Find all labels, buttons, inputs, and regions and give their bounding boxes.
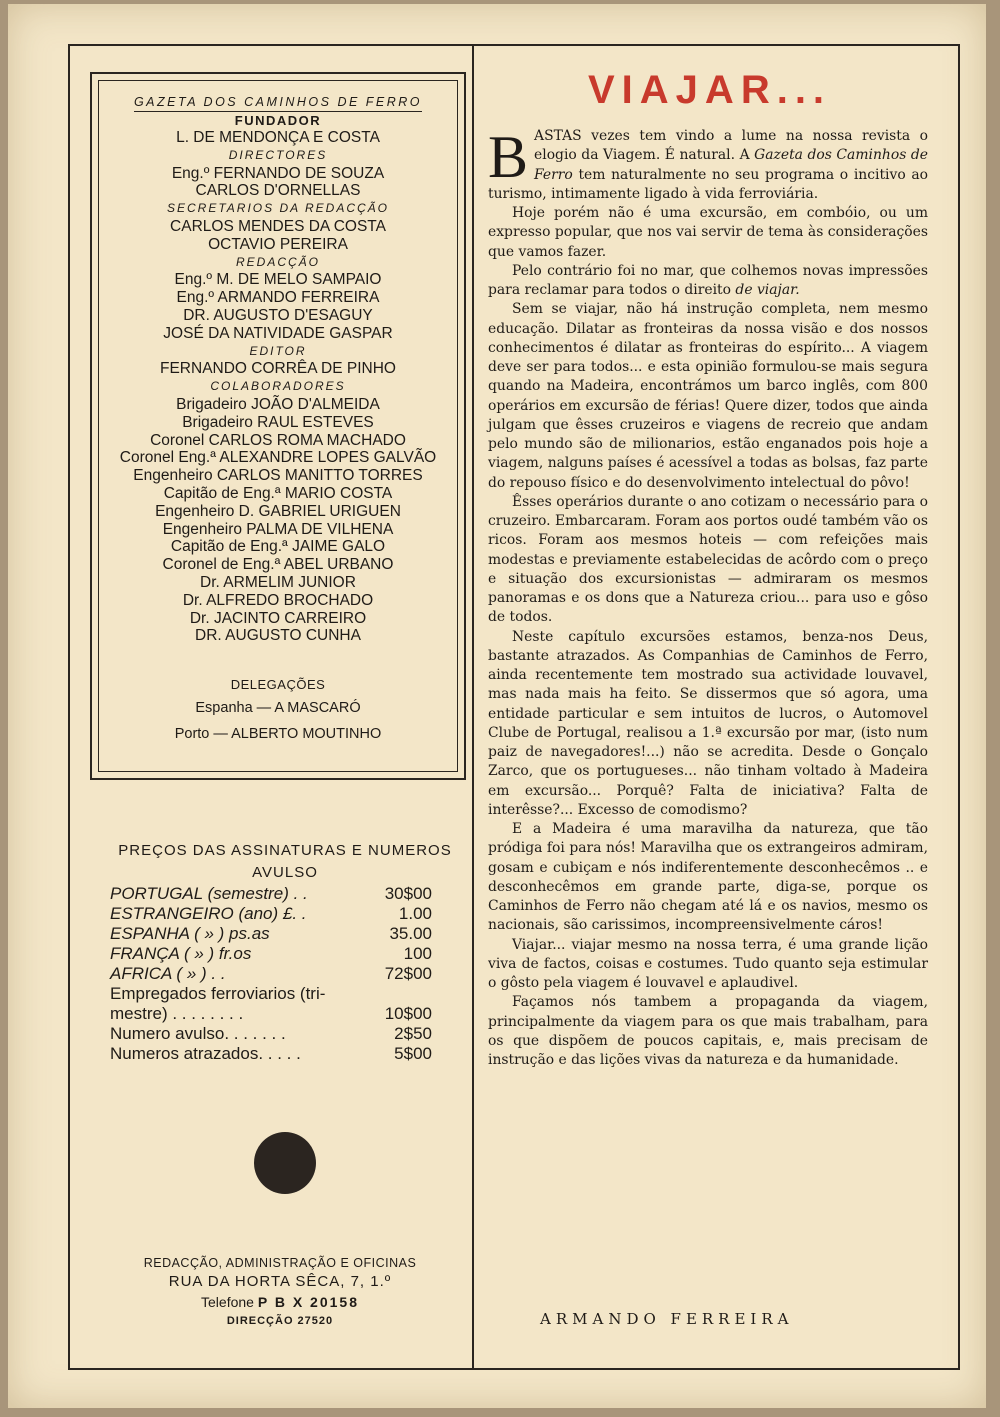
collaborator: Brigadeiro RAUL ESTEVES xyxy=(182,413,374,431)
price-row xyxy=(110,924,460,944)
price-value: 100 xyxy=(403,944,432,963)
paragraph-text: tem naturalmente no seu programa o incitivo ao turismo, intimamente ligado à vida ferroviária. xyxy=(488,166,928,202)
price-row xyxy=(110,964,460,984)
price-name: mestre) . . . . . . . . xyxy=(110,1004,244,1023)
founder: L. DE MENDONÇA E COSTA xyxy=(176,129,380,146)
price-name: ESPANHA ( » ) ps.as xyxy=(110,924,270,943)
collaborator: Engenheiro CARLOS MANITTO TORRES xyxy=(133,467,423,485)
masthead-inner xyxy=(98,80,458,772)
collaborator: Coronel Eng.ª ALEXANDRE LOPES GALVÃO xyxy=(119,449,437,467)
delegation: Espanha — A MASCARÓ xyxy=(195,700,361,717)
article-paragraph: Êsses operários durante o ano cotizam o necessário para o cruzeiro. Embarcaram. Foram aos portos oudé também vão os ricos. Foram aos mesmos hoteis — com refeições mais modestas e previamente estabelecidas de acôrdo com o preço e situação dos excursionistas — admiraram os mesmos panoramas e os dons que a Natureza criou... para uso e gôso de todos. xyxy=(488,493,928,626)
article-body xyxy=(488,124,928,1070)
collaborator: Dr. JACINTO CARREIRO xyxy=(189,609,367,627)
price-value: 5$00 xyxy=(394,1044,432,1063)
price-row xyxy=(110,884,460,904)
price-name: Numeros atrazados. . . . . xyxy=(110,1044,301,1063)
drop-cap: B xyxy=(488,124,529,190)
director: Eng.º FERNANDO DE SOUZA xyxy=(171,164,385,182)
collaborator: Coronel de Eng.ª ABEL URBANO xyxy=(162,556,394,574)
masthead-box xyxy=(90,72,466,780)
price-name: Numero avulso. . . . . . . xyxy=(110,1024,286,1043)
price-value: 2$50 xyxy=(394,1024,432,1043)
subscription-prices xyxy=(110,840,460,1064)
price-row xyxy=(110,1024,460,1044)
price-name: PORTUGAL (semestre) . . xyxy=(110,884,308,903)
price-name: AFRICA ( » ) . . xyxy=(110,964,226,983)
collaborator: Dr. ARMELIM JUNIOR xyxy=(200,573,356,591)
phone-number: P B X 20158 xyxy=(257,1294,359,1310)
editorial-label: REDACÇÃO xyxy=(235,254,320,269)
price-name: Empregados ferroviarios (tri- xyxy=(110,984,326,1003)
publication-name: GAZETA DOS CAMINHOS DE FERRO xyxy=(134,93,422,112)
collaborators-label: COLABORADORES xyxy=(210,379,346,394)
phone-label: Telefone xyxy=(201,1294,254,1310)
delegation: Porto — ALBERTO MOUTINHO xyxy=(174,726,382,743)
price-row xyxy=(110,984,460,1004)
emphasis-text: de viajar. xyxy=(735,282,800,298)
secretary: OCTAVIO PEREIRA xyxy=(208,235,348,253)
price-value: 10$00 xyxy=(384,1004,432,1023)
collaborator: Capitão de Eng.ª JAIME GALO xyxy=(170,538,386,556)
editorial-member: JOSÉ DA NATIVIDADE GASPAR xyxy=(163,324,393,342)
price-value: 1.00 xyxy=(398,904,432,923)
founder-label: FUNDADOR xyxy=(234,113,322,128)
publisher-footer xyxy=(110,1254,450,1330)
price-value xyxy=(372,984,432,1004)
street-address: RUA DA HORTA SÊCA, 7, 1.º xyxy=(168,1273,392,1290)
page xyxy=(8,4,986,1408)
price-row xyxy=(110,904,460,924)
article-paragraph: Neste capítulo excursões estamos, benza-nos Deus, bastante atrazados. As Companhias de Caminhos de Ferro, ainda recentemente tem mostrado sua actividade louvavel, mas nada mais ha feito. Se dissermos que só agora, uma entidade particular e sem intuitos de lucros, o Automovel Clube de Portugal, realisou a 1.ª excursão por mar, (isto num paiz de navegadores!...) não se acredita. Desde o Gonçalo Zarco, que os portugueses... não tinham voltado à Madeira em excursão... Porquê? Falta de iniciativa? Falta de interêsse?... Excesso de comodismo? xyxy=(488,628,928,818)
secretary: CARLOS MENDES DA COSTA xyxy=(170,217,386,235)
price-row xyxy=(110,944,460,964)
article-paragraph xyxy=(488,124,928,204)
price-value: 30$00 xyxy=(384,884,432,903)
editorial-member: Eng.º ARMANDO FERREIRA xyxy=(176,289,380,307)
prices-heading-2: AVULSO xyxy=(252,864,318,881)
author-signature: ARMANDO FERREIRA xyxy=(540,1310,794,1328)
price-row xyxy=(110,1044,460,1064)
price-value: 72$00 xyxy=(384,964,432,983)
directors-label: DIRECTORES xyxy=(228,147,328,162)
column-divider xyxy=(472,44,474,1368)
editorial-member: DR. AUGUSTO D'ESAGUY xyxy=(183,306,373,324)
article-title: VIAJAR... xyxy=(588,68,832,112)
collaborator: Coronel CARLOS ROMA MACHADO xyxy=(150,431,406,449)
article-paragraph: Hoje porém não é uma excursão, em combóio, ou um expresso popular, que nos vai servir de tema às considerações que vamos fazer. xyxy=(488,205,928,260)
secretaries-label: SECRETARIOS DA REDACÇÃO xyxy=(166,201,390,216)
prices-heading: PREÇOS DAS ASSINATURAS E NUMEROS xyxy=(118,842,452,859)
editor-label: EDITOR xyxy=(249,343,307,358)
round-stamp-mark xyxy=(254,1132,316,1194)
publication-reference: Gazeta dos Caminhos de Ferro xyxy=(534,147,928,183)
collaborator: Engenheiro PALMA DE VILHENA xyxy=(162,520,394,538)
collaborator: DR. AUGUSTO CUNHA xyxy=(195,627,361,645)
article-paragraph: Viajar... viajar mesmo na nossa terra, é uma grande lição viva de factos, coisas e costumes. Tudo quanto seja estimular o gôsto pela viagem é louvavel e aplaudivel. xyxy=(488,936,928,991)
direction-phone: DIRECÇÃO 27520 xyxy=(226,1315,334,1327)
paragraph-text: ASTAS vezes tem vindo a lume na nossa revista o elogio da Viagem. É natural. A xyxy=(534,128,928,164)
phone-line xyxy=(110,1292,450,1312)
article-paragraph: Façamos nós tambem a propaganda da viagem, principalmente da viagem para os que mais trabalham, para os que dispõem de poucos capitais, e, mais precisam de instrução e das lições vivas da natureza e da humanidade. xyxy=(488,994,928,1068)
article-paragraph: E a Madeira é uma maravilha da natureza, que tão pródiga foi para nós! Maravilha que os extrangeiros admiram, gosam e cubiçam e nós indiferentemente desconhecêmos .. e desconhecêmos em grande parte, diga-se, porque os Caminhos de Ferro não chegam até lá e os navios, mesmo os nacionais, são carissimos, incompreensivelmente cáros! xyxy=(488,821,928,934)
address-heading: REDACÇÃO, ADMINISTRAÇÃO E OFICINAS xyxy=(143,1256,417,1270)
article-paragraph: Sem se viajar, não há instrução completa, nem mesmo educação. Dilatar as fronteiras da nossa visão e dos nossos conhecimentos é dilatar as fronteiras do espírito... A viagem deve ser para todos... e esta opinião formulou-se mais segura quando na Madeira, encontrámos um barco inglês, com 800 operários em excursão de férias! Quere dizer, todos que ainda julgam que êsses cruzeiros e viagens de recreio que andam pelo mundo são de milionarios, estão enganados pois hoje a viagem, nalguns países é acessível a todas as bolsas, faz parte do repouso físico e do desenvolvimento intelectual do pôvo! xyxy=(488,301,928,491)
collaborator: Dr. ALFREDO BROCHADO xyxy=(182,591,374,609)
price-name: ESTRANGEIRO (ano) £. . xyxy=(110,904,307,923)
editorial-member: Eng.º M. DE MELO SAMPAIO xyxy=(174,271,382,289)
price-name: FRANÇA ( » ) fr.os xyxy=(110,944,252,963)
paragraph-text: Pelo contrário foi no mar, que colhemos novas impressões para reclamar para todos o direito xyxy=(488,262,928,298)
price-row xyxy=(110,1004,460,1024)
collaborator: Capitão de Eng.ª MARIO COSTA xyxy=(163,484,393,502)
price-value: 35.00 xyxy=(389,924,432,943)
collaborator: Engenheiro D. GABRIEL URIGUEN xyxy=(155,502,401,520)
article-paragraph xyxy=(488,262,928,301)
delegations-label: DELEGAÇÕES xyxy=(230,677,326,693)
editor: FERNANDO CORRÊA DE PINHO xyxy=(160,360,396,378)
collaborator: Brigadeiro JOÃO D'ALMEIDA xyxy=(176,395,380,413)
director: CARLOS D'ORNELLAS xyxy=(195,182,361,200)
